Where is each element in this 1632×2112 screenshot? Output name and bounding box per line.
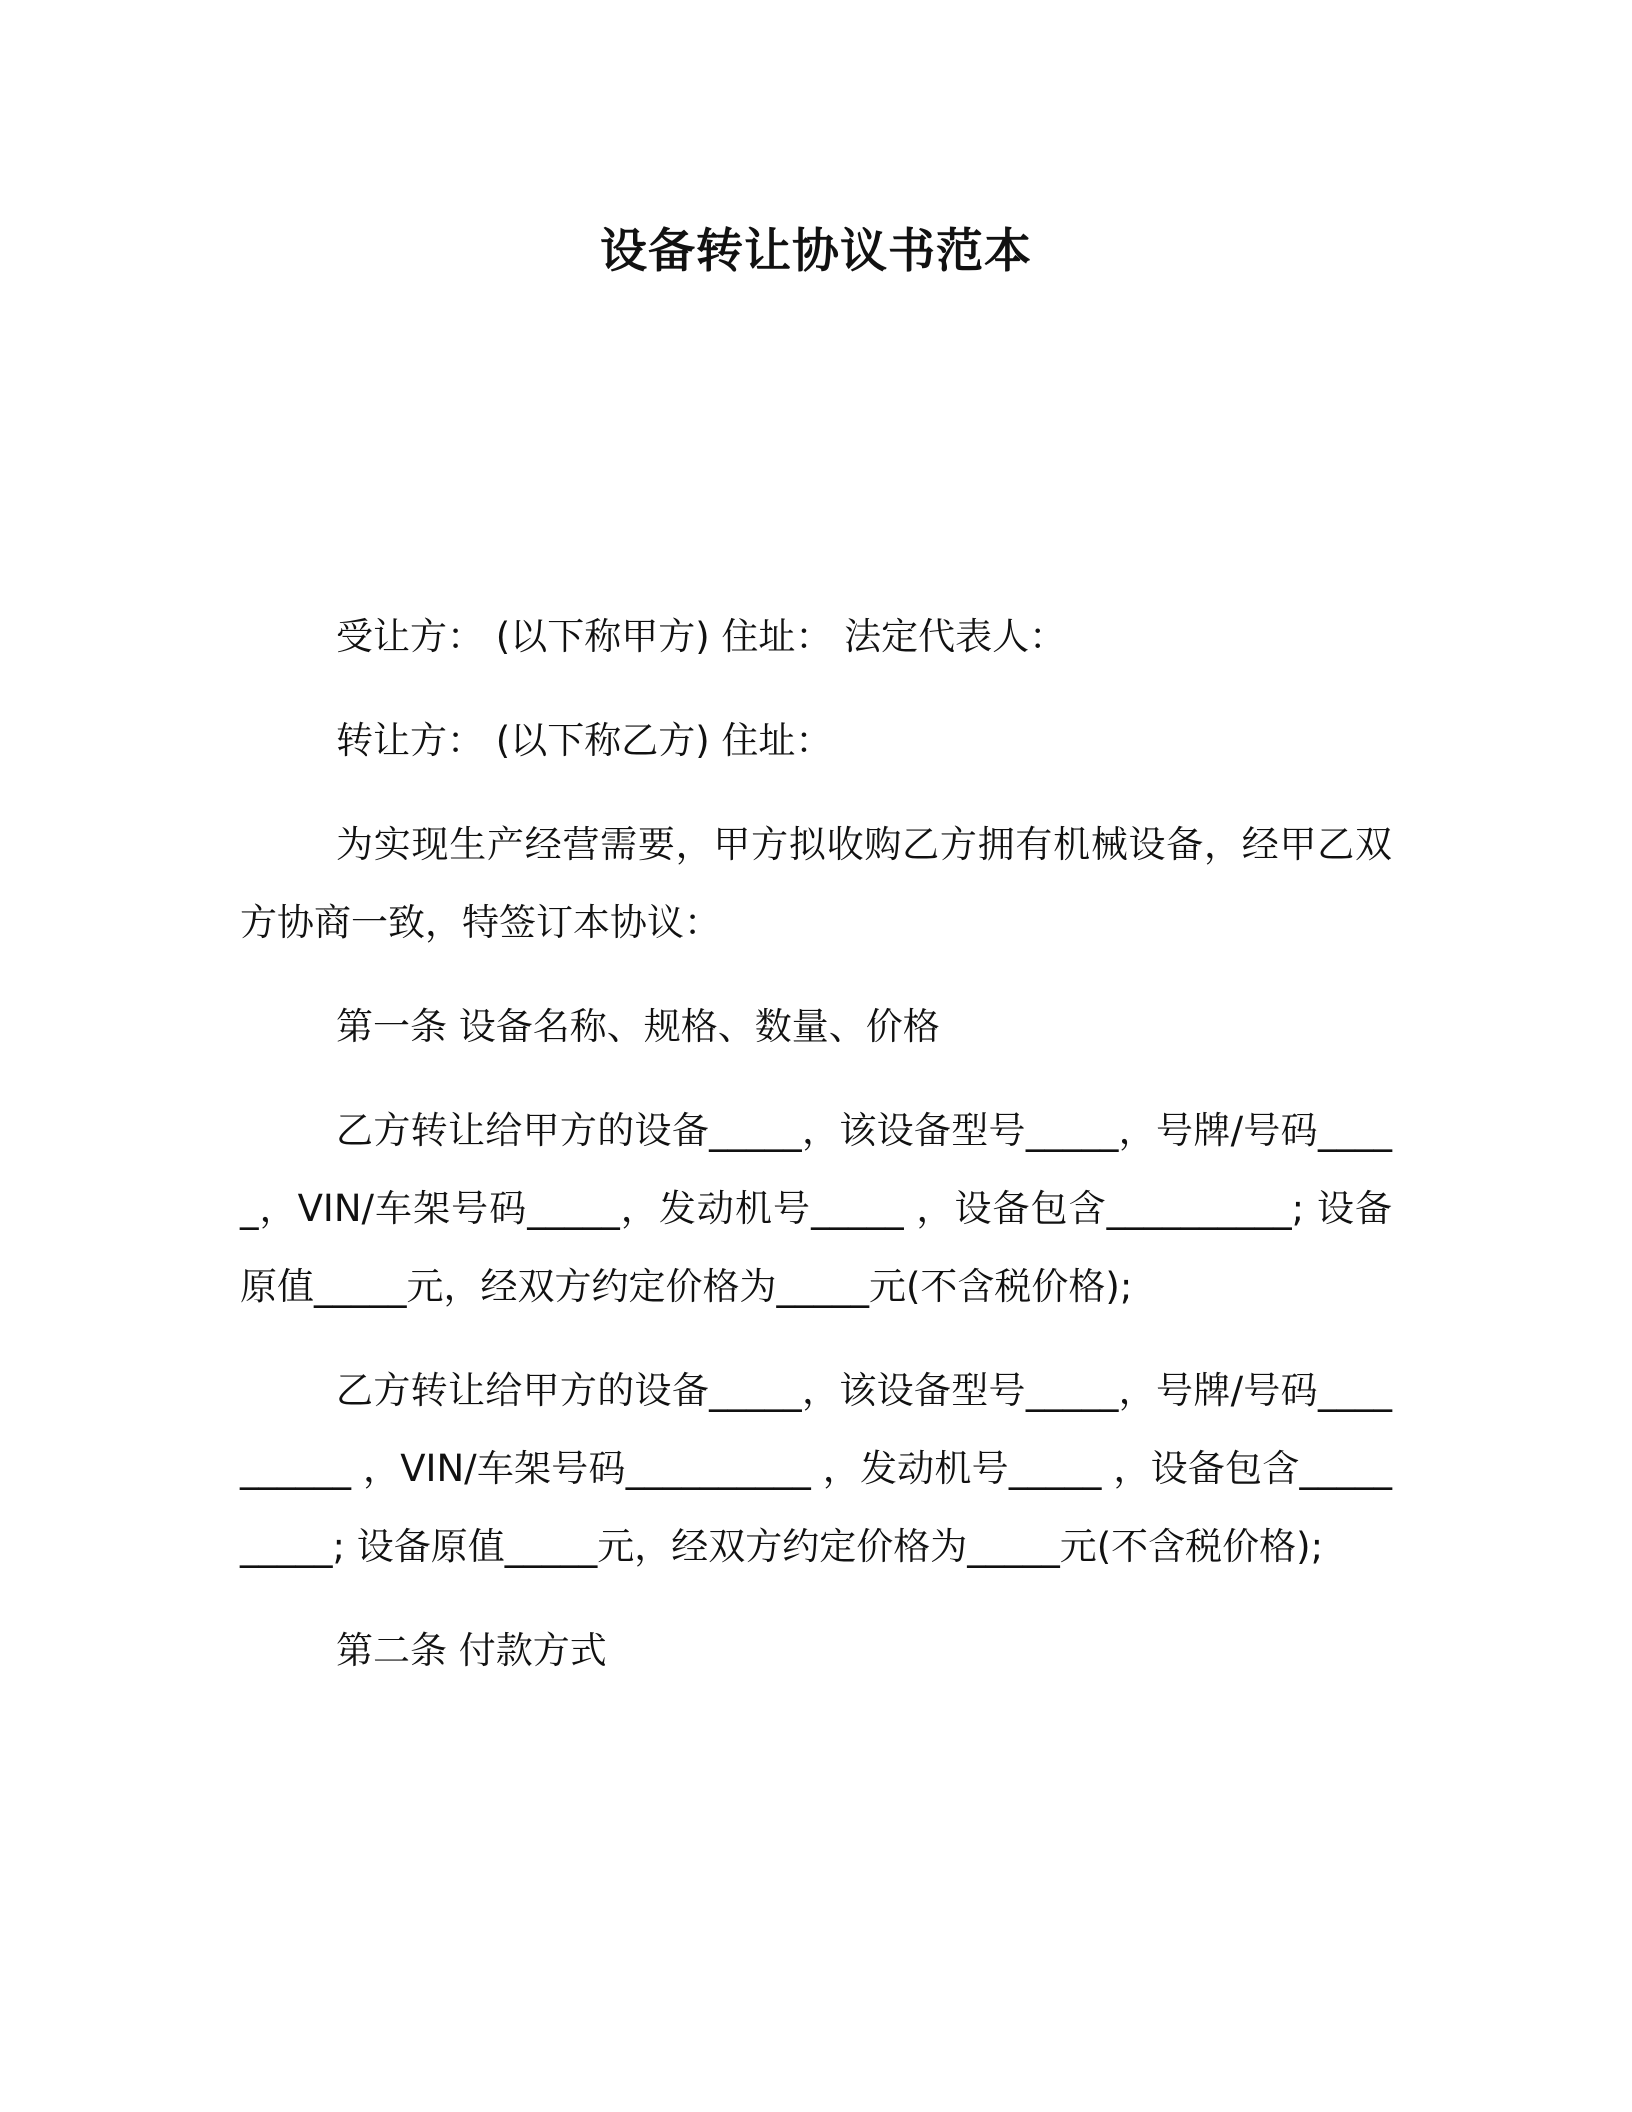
preamble-paragraph: 为实现生产经营需要，甲方拟收购乙方拥有机械设备，经甲乙双方协商一致，特签订本协议：	[240, 823, 1392, 944]
document-title: 设备转让协议书范本	[600, 224, 1032, 279]
party-a-line: 受让方： (以下称甲方) 住址： 法定代表人：	[336, 615, 1067, 658]
equipment-item-2: 乙方转让给甲方的设备_____，该设备型号_____，号牌/号码__________ ，VIN/车架号码__________ ，发动机号_____ ，设备包含__________; 设备原值_____元，经双方约定价格为_____元(不含税价格);	[240, 1369, 1392, 1568]
document-body	[240, 598, 1392, 1716]
article-1-heading: 第一条 设备名称、规格、数量、价格	[336, 1005, 940, 1048]
equipment-item-1: 乙方转让给甲方的设备_____，该设备型号_____，号牌/号码_____，VIN/车架号码_____，发动机号_____ ，设备包含__________; 设备原值_____元，经双方约定价格为_____元(不含税价格);	[240, 1109, 1392, 1308]
article-2-heading: 第二条 付款方式	[336, 1629, 607, 1672]
party-b-line: 转让方： (以下称乙方) 住址：	[336, 719, 833, 762]
